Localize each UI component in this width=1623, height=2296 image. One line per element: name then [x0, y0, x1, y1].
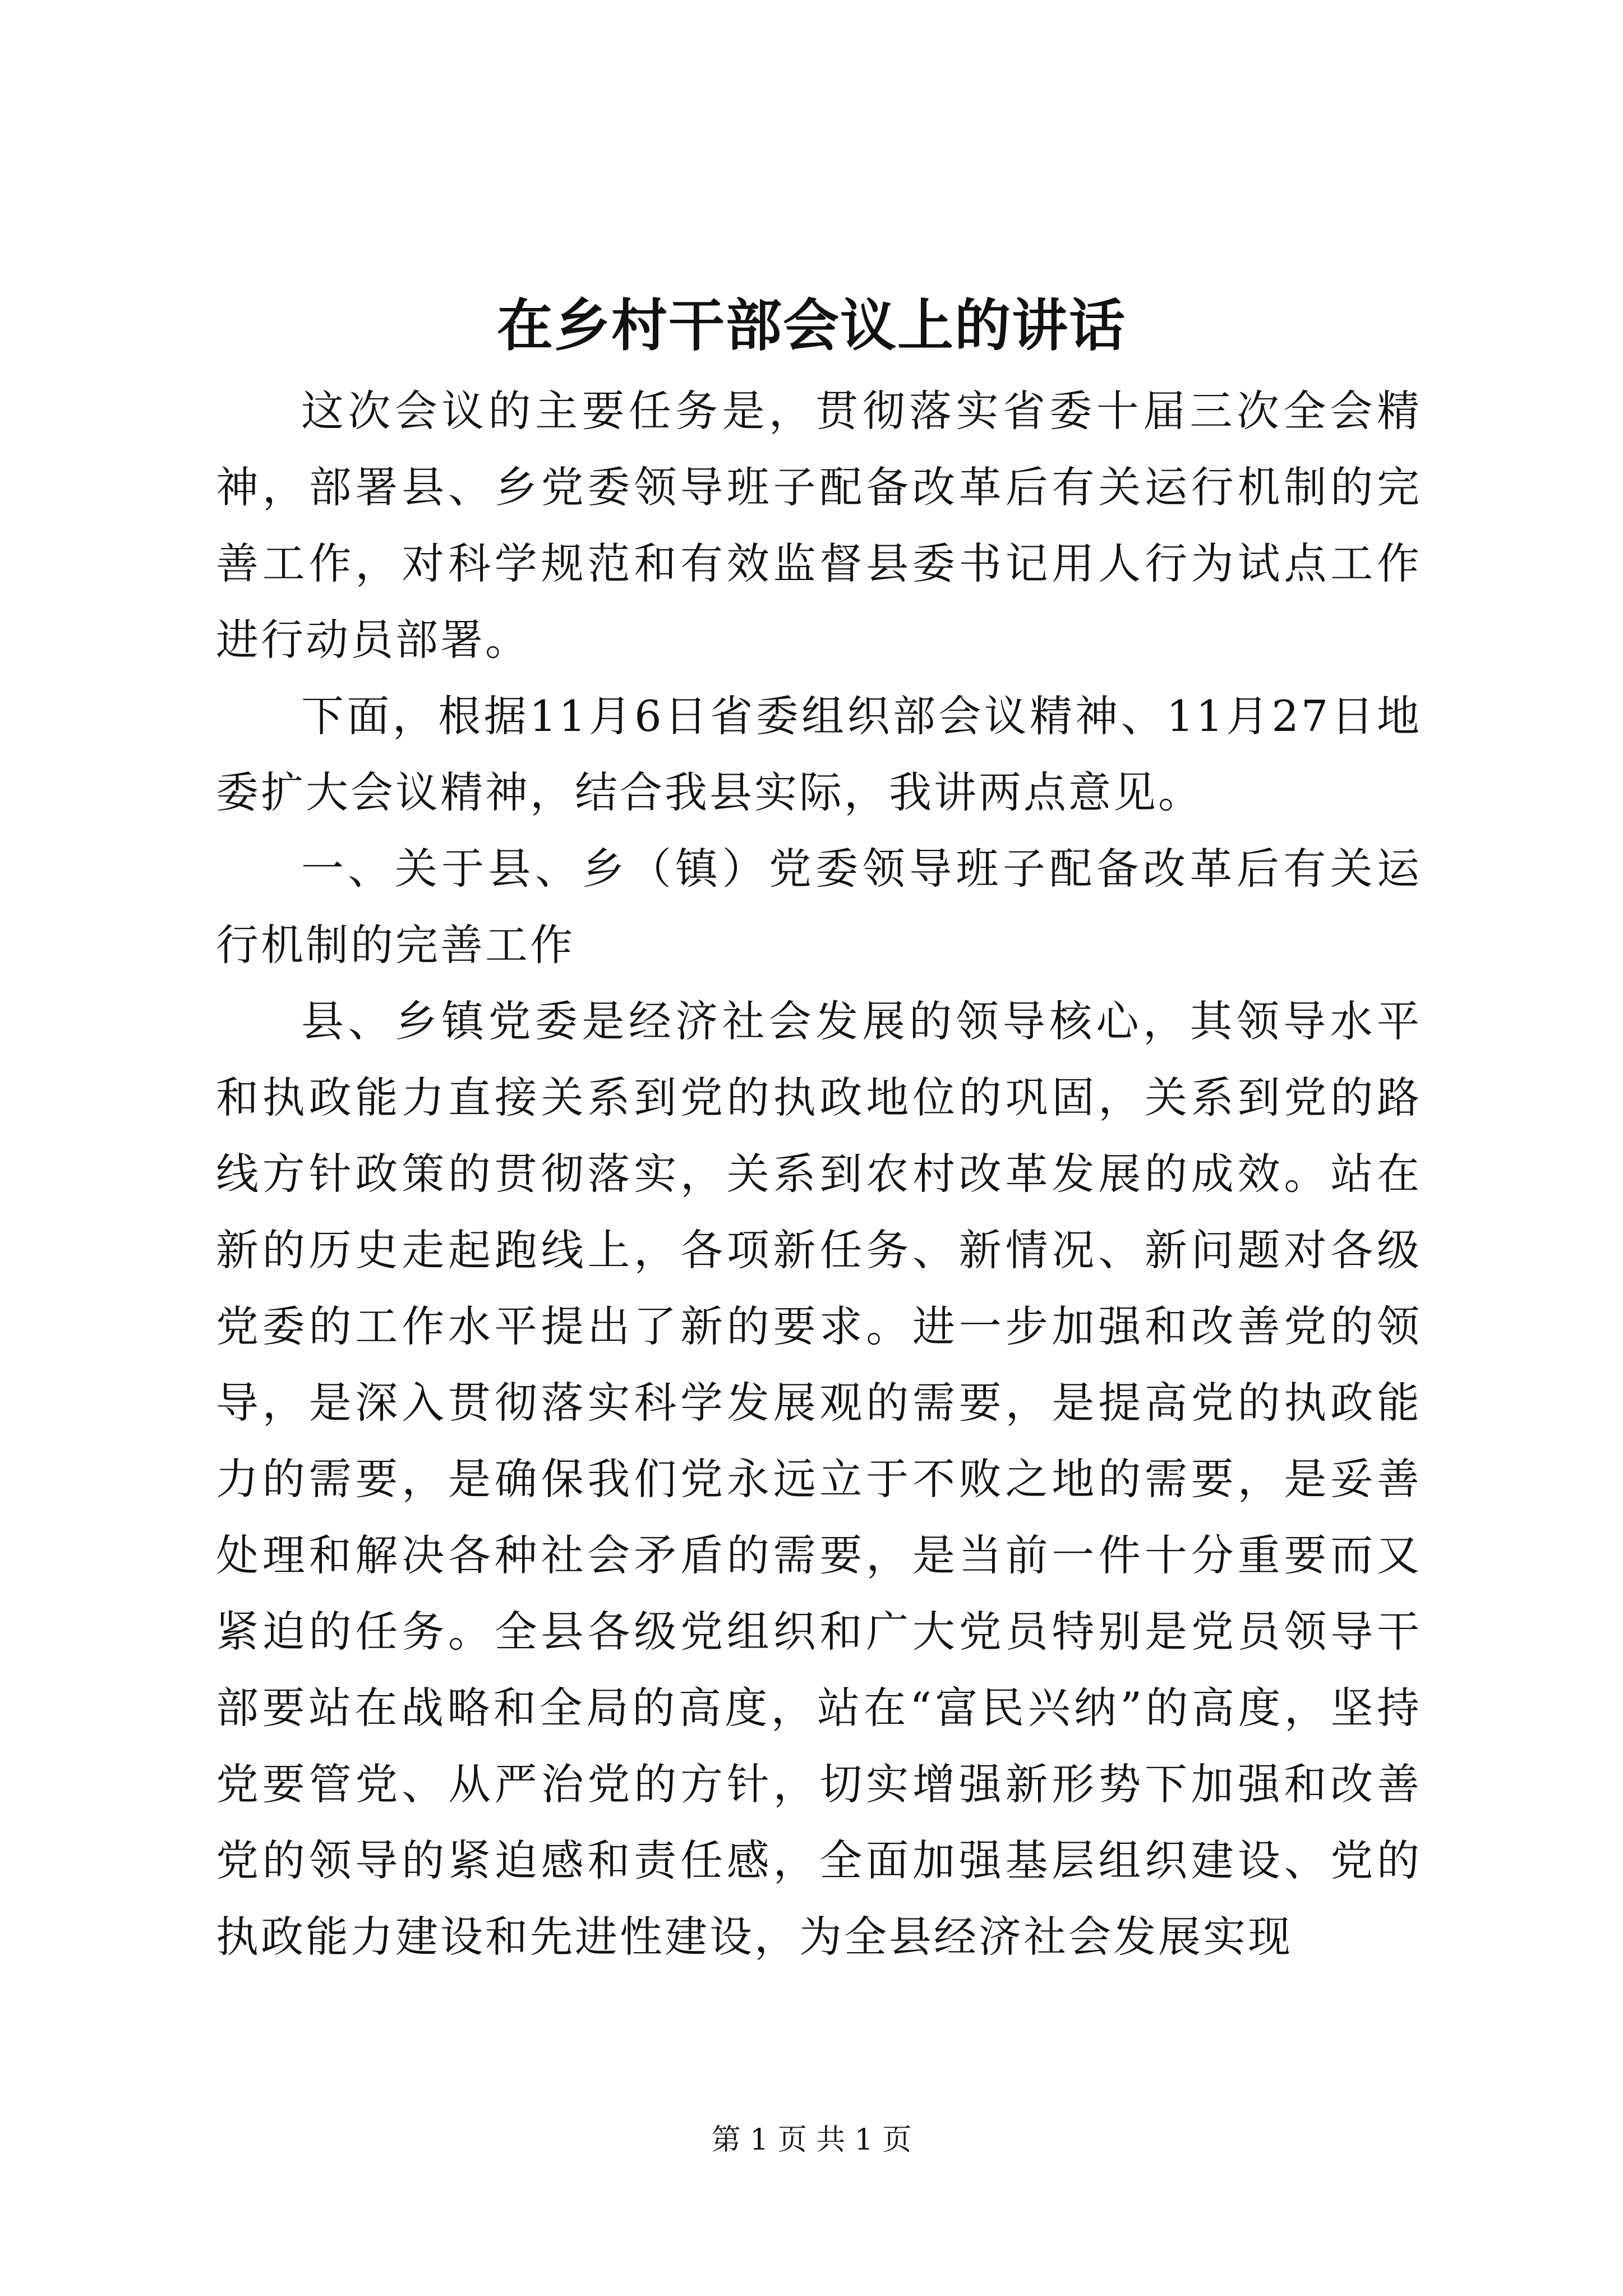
paragraph-party-leadership: 县、乡镇党委是经济社会发展的领导核心，其领导水平和执政能力直接关系到党的执政地位的巩固，关系到党的路线方针政策的贯彻落实，关系到农村改革发展的成效。站在新的历史走起跑线上，各项新任务、新情况、新问题对各级党委的工作水平提出了新的要求。进一步加强和改善党的领导，是深入贯彻落实科学发展观的需要，是提高党的执政能力的需要，是确保我们党永远立于不败之地的需要，是妥善处理和解决各种社会矛盾的需要，是当前一件十分重要而又紧迫的任务。全县各级党组织和广大党员特别是党员领导干部要站在战略和全局的高度，站在“富民兴纳”的高度，坚持党要管党、从严治党的方针，切实增强新形势下加强和改善党的领导的紧迫感和责任感，全面加强基层组织建设、党的执政能力建设和先进性建设，为全县经济社会发展实现 [216, 996, 1422, 1962]
paragraph-meeting-task: 这次会议的主要任务是，贯彻落实省委十届三次全会精神，部署县、乡党委领导班子配备改革后有关运行机制的完善工作，对科学规范和有效监督县委书记用人行为试点工作进行动员部署。 [216, 386, 1422, 665]
section-heading-one: 一、关于县、乡（镇）党委领导班子配备改革后有关运行机制的完善工作 [216, 844, 1422, 970]
document-title: 在乡村干部会议上的讲话 [497, 292, 1126, 358]
paragraph-intro: 下面，根据11月6日省委组织部会议精神、11月27日地委扩大会议精神，结合我县实际，我讲两点意见。 [216, 691, 1422, 817]
document-body [216, 373, 1422, 1975]
page-footer: 第 1 页 共 1 页 [711, 2123, 912, 2157]
